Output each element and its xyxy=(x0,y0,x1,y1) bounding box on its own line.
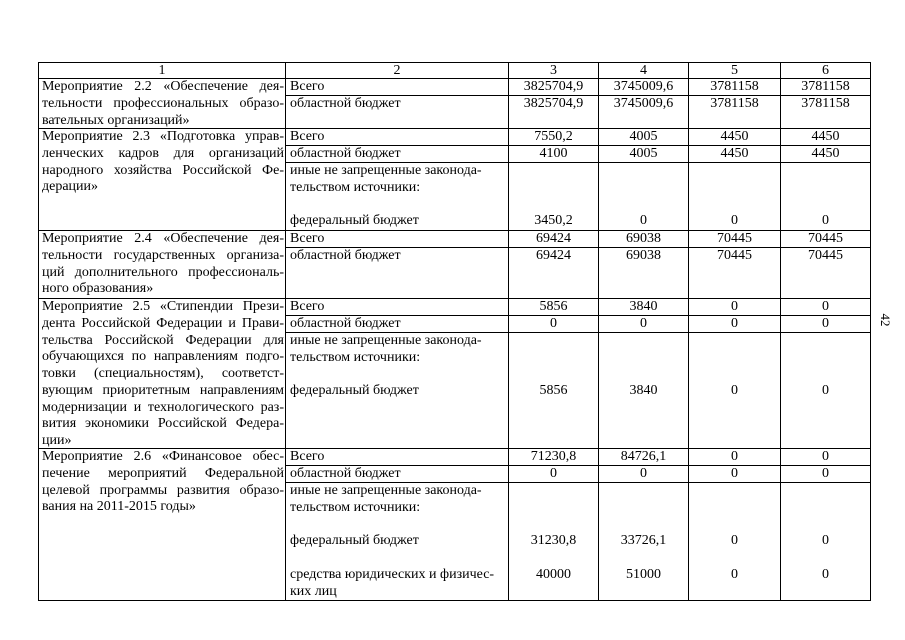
amount-cell: 3840 xyxy=(599,299,689,316)
amount-cell: 0 xyxy=(781,316,871,333)
funding-source-cell xyxy=(286,466,509,483)
amount-cell: 3825704,9 xyxy=(509,96,599,129)
funding-source-cell xyxy=(286,333,509,449)
activity-name-line: ленческих кадров для организаций xyxy=(42,145,284,161)
funding-source-label: Всего xyxy=(290,449,325,464)
activity-name-line: вующим приоритетным направлениям xyxy=(42,382,284,398)
funding-source-label: Всего xyxy=(290,299,325,314)
funding-source-label: тельством источники: xyxy=(290,179,421,195)
activity-name-line: ций дополнительного профессиональ- xyxy=(42,264,284,280)
amount-cell: 71230,8 xyxy=(509,449,599,466)
amount-cell xyxy=(509,483,599,601)
column-number-header: 1 xyxy=(39,63,286,79)
amount-cell xyxy=(599,333,689,449)
funding-source-cell xyxy=(286,146,509,163)
amount-cell: 3745009,6 xyxy=(599,96,689,129)
amount-cell: 69038 xyxy=(599,248,689,299)
funding-source-cell xyxy=(286,79,509,96)
activity-name-line: Мероприятие 2.4 «Обеспечение дея- xyxy=(42,231,284,246)
column-number-header: 4 xyxy=(599,63,689,79)
amount-cell: 4450 xyxy=(781,146,871,163)
amount-value: 0 xyxy=(822,383,829,399)
funding-source-label: тельством источники: xyxy=(290,349,421,365)
amount-cell xyxy=(781,163,871,231)
amount-cell: 4450 xyxy=(689,129,781,146)
amount-cell xyxy=(599,163,689,231)
column-number-header: 3 xyxy=(509,63,599,79)
amount-cell xyxy=(509,163,599,231)
funding-source-label: областной бюджет xyxy=(290,96,401,111)
funding-source-label: областной бюджет xyxy=(290,146,401,161)
activity-name-line: вательных организаций» xyxy=(42,112,190,128)
amount-value: 3450,2 xyxy=(534,213,573,229)
funding-source-label: иные не запрещенные законода- xyxy=(290,333,482,348)
activity-name-line: народного хозяйства Российской Фе- xyxy=(42,162,284,178)
line-spacer xyxy=(290,367,506,384)
amount-value: 0 xyxy=(731,383,738,399)
amount-value: 33726,1 xyxy=(620,533,667,549)
activity-name-line: вания на 2011-2015 годы» xyxy=(42,499,196,515)
amount-cell: 7550,2 xyxy=(509,129,599,146)
funding-source-label: Всего xyxy=(290,129,325,144)
activity-name-cell xyxy=(39,299,286,449)
funding-source-label: иные не запрещенные законода- xyxy=(290,483,482,498)
amount-cell: 70445 xyxy=(781,231,871,248)
amount-cell: 0 xyxy=(781,449,871,466)
amount-cell: 0 xyxy=(509,316,599,333)
activity-name-line: Мероприятие 2.3 «Подготовка управ- xyxy=(42,129,284,144)
funding-source-cell xyxy=(286,449,509,466)
activity-name-cell xyxy=(39,449,286,601)
amount-value: 51000 xyxy=(626,566,661,582)
funding-source-label: ких лиц xyxy=(290,583,337,599)
column-number-header: 5 xyxy=(689,63,781,79)
amount-value: 0 xyxy=(731,566,738,582)
activity-name-line: тельности профессиональных образо- xyxy=(42,95,284,111)
activity-name-line: товки (специальностям), соответст- xyxy=(42,366,284,381)
activity-name-line: обучающихся по направлениям подго- xyxy=(42,349,284,365)
activity-name-cell xyxy=(39,231,286,299)
amount-cell: 3745009,6 xyxy=(599,79,689,96)
funding-source-cell xyxy=(286,163,509,231)
amount-cell: 4450 xyxy=(689,146,781,163)
amount-cell xyxy=(599,483,689,601)
amount-cell: 69038 xyxy=(599,231,689,248)
activity-name-line: вития экономики Российской Федера- xyxy=(42,416,284,432)
amount-cell: 3781158 xyxy=(781,96,871,129)
amount-cell: 3781158 xyxy=(781,79,871,96)
amount-cell xyxy=(689,333,781,449)
amount-cell: 70445 xyxy=(689,248,781,299)
funding-source-label: областной бюджет xyxy=(290,248,401,263)
amount-value: 40000 xyxy=(536,566,571,582)
amount-value: 0 xyxy=(822,566,829,582)
funding-source-label: Всего xyxy=(290,231,325,246)
amount-value: 0 xyxy=(731,213,738,229)
funding-source-cell xyxy=(286,299,509,316)
amount-cell: 0 xyxy=(781,466,871,483)
amount-cell: 69424 xyxy=(509,248,599,299)
funding-source-cell xyxy=(286,96,509,129)
amount-value: 0 xyxy=(731,533,738,549)
funding-source-cell xyxy=(286,231,509,248)
activity-name-line: тельства Российской Федерации для xyxy=(42,332,284,348)
amount-cell: 4100 xyxy=(509,146,599,163)
activity-name-line: целевой программы развития образо- xyxy=(42,482,284,498)
page-number: 42 xyxy=(878,313,893,327)
amount-cell: 0 xyxy=(781,299,871,316)
amount-cell: 70445 xyxy=(689,231,781,248)
line-spacer xyxy=(290,550,506,567)
column-number-header: 2 xyxy=(286,63,509,79)
line-spacer xyxy=(290,517,506,534)
amount-value: 0 xyxy=(640,213,647,229)
funding-source-label: федеральный бюджет xyxy=(290,533,419,549)
amount-cell: 4005 xyxy=(599,146,689,163)
funding-source-label: Всего xyxy=(290,79,325,94)
funding-source-cell xyxy=(286,316,509,333)
amount-cell: 0 xyxy=(509,466,599,483)
funding-source-label: областной бюджет xyxy=(290,466,401,481)
activity-name-line: ции» xyxy=(42,433,72,448)
amount-value: 5856 xyxy=(539,383,568,399)
funding-source-label: федеральный бюджет xyxy=(290,213,419,229)
activity-name-line: Мероприятие 2.6 «Финансовое обес- xyxy=(42,449,284,464)
activity-name-line: модернизации и технологического раз- xyxy=(42,399,284,415)
amount-cell: 3781158 xyxy=(689,96,781,129)
activity-name-line: дерации» xyxy=(42,179,99,195)
activity-name-cell xyxy=(39,129,286,231)
amount-cell: 0 xyxy=(689,449,781,466)
amount-cell xyxy=(781,333,871,449)
funding-source-label: тельством источники: xyxy=(290,499,421,515)
activity-name-line: Мероприятие 2.5 «Стипендии Прези- xyxy=(42,299,284,314)
amount-cell xyxy=(781,483,871,601)
amount-value: 0 xyxy=(822,533,829,549)
amount-cell xyxy=(509,333,599,449)
amount-cell xyxy=(689,163,781,231)
funding-source-label: федеральный бюджет xyxy=(290,383,419,399)
line-spacer xyxy=(290,197,506,214)
amount-cell: 84726,1 xyxy=(599,449,689,466)
amount-cell: 5856 xyxy=(509,299,599,316)
funding-source-label: средства юридических и физичес- xyxy=(290,566,495,582)
activity-name-cell xyxy=(39,79,286,129)
funding-table xyxy=(38,62,871,601)
amount-cell: 0 xyxy=(689,316,781,333)
amount-cell: 3781158 xyxy=(689,79,781,96)
amount-cell: 70445 xyxy=(781,248,871,299)
funding-source-label: иные не запрещенные законода- xyxy=(290,163,482,178)
activity-name-line: ного образования» xyxy=(42,281,154,297)
amount-value: 31230,8 xyxy=(530,533,577,549)
amount-value: 3840 xyxy=(629,383,658,399)
amount-cell: 4005 xyxy=(599,129,689,146)
activity-name-line: печение мероприятий Федеральной xyxy=(42,465,284,481)
amount-cell: 4450 xyxy=(781,129,871,146)
funding-source-cell xyxy=(286,483,509,601)
activity-name-line: Мероприятие 2.2 «Обеспечение дея- xyxy=(42,79,284,94)
amount-cell: 0 xyxy=(689,466,781,483)
funding-source-cell xyxy=(286,248,509,299)
amount-value: 0 xyxy=(822,213,829,229)
amount-cell: 3825704,9 xyxy=(509,79,599,96)
activity-name-line: тельности государственных организа- xyxy=(42,247,284,263)
funding-source-label: областной бюджет xyxy=(290,316,401,331)
amount-cell: 0 xyxy=(599,466,689,483)
funding-source-cell xyxy=(286,129,509,146)
amount-cell xyxy=(689,483,781,601)
column-number-header: 6 xyxy=(781,63,871,79)
amount-cell: 0 xyxy=(689,299,781,316)
amount-cell: 69424 xyxy=(509,231,599,248)
amount-cell: 0 xyxy=(599,316,689,333)
activity-name-line: дента Российской Федерации и Прави- xyxy=(42,315,284,331)
